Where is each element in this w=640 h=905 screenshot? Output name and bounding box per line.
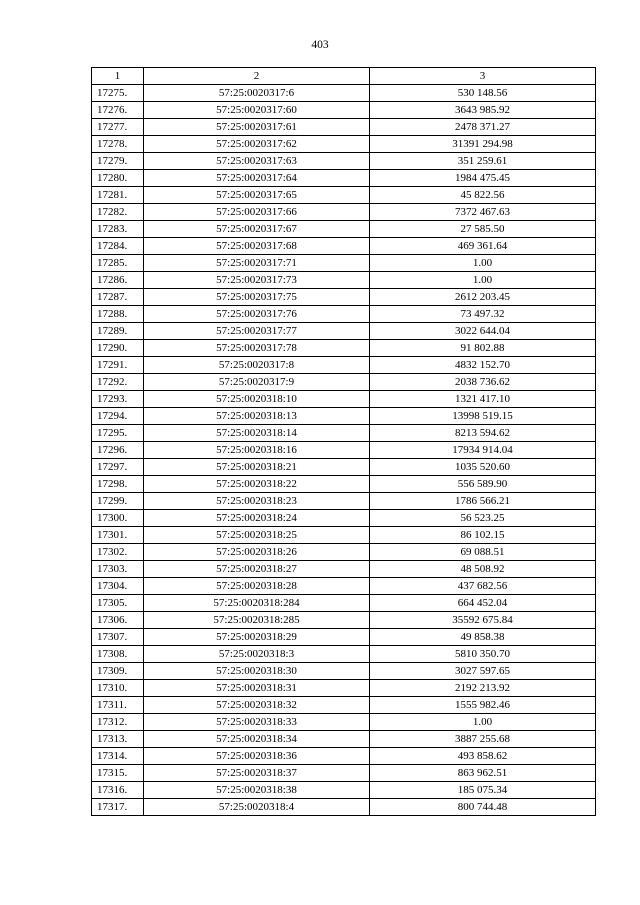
cadastral-number-cell: 57:25:0020318:16 [144, 442, 370, 459]
row-number-cell: 17288. [92, 306, 144, 323]
row-number-cell: 17285. [92, 255, 144, 272]
row-number-cell: 17311. [92, 697, 144, 714]
row-number-cell: 17312. [92, 714, 144, 731]
table-row [92, 748, 596, 765]
row-number-cell: 17314. [92, 748, 144, 765]
row-number-cell: 17301. [92, 527, 144, 544]
value-cell: 3022 644.04 [370, 323, 596, 340]
row-number-cell: 17305. [92, 595, 144, 612]
table-row [92, 697, 596, 714]
header-row [92, 68, 596, 85]
value-cell: 73 497.32 [370, 306, 596, 323]
cadastral-number-cell: 57:25:0020318:285 [144, 612, 370, 629]
table-row [92, 646, 596, 663]
cadastral-number-cell: 57:25:0020318:33 [144, 714, 370, 731]
row-number-cell: 17278. [92, 136, 144, 153]
table-row [92, 527, 596, 544]
row-number-cell: 17310. [92, 680, 144, 697]
value-cell: 5810 350.70 [370, 646, 596, 663]
cadastral-number-cell: 57:25:0020318:4 [144, 799, 370, 816]
value-cell: 530 148.56 [370, 85, 596, 102]
row-number-cell: 17286. [92, 272, 144, 289]
row-number-cell: 17283. [92, 221, 144, 238]
row-number-cell: 17289. [92, 323, 144, 340]
cadastral-number-cell: 57:25:0020317:66 [144, 204, 370, 221]
column-header-2: 2 [144, 68, 370, 85]
table-row [92, 782, 596, 799]
table-row [92, 595, 596, 612]
cadastral-number-cell: 57:25:0020318:28 [144, 578, 370, 595]
table-header [92, 68, 596, 85]
cadastral-number-cell: 57:25:0020318:21 [144, 459, 370, 476]
cadastral-number-cell: 57:25:0020317:73 [144, 272, 370, 289]
table-row [92, 663, 596, 680]
value-cell: 86 102.15 [370, 527, 596, 544]
table-row [92, 629, 596, 646]
cadastral-number-cell: 57:25:0020317:64 [144, 170, 370, 187]
cadastral-number-cell: 57:25:0020318:10 [144, 391, 370, 408]
row-number-cell: 17297. [92, 459, 144, 476]
value-cell: 800 744.48 [370, 799, 596, 816]
cadastral-number-cell: 57:25:0020318:27 [144, 561, 370, 578]
table-row [92, 204, 596, 221]
registry-table [91, 67, 596, 816]
row-number-cell: 17279. [92, 153, 144, 170]
value-cell: 69 088.51 [370, 544, 596, 561]
table-row [92, 221, 596, 238]
row-number-cell: 17276. [92, 102, 144, 119]
cadastral-number-cell: 57:25:0020317:77 [144, 323, 370, 340]
cadastral-number-cell: 57:25:0020317:76 [144, 306, 370, 323]
cadastral-number-cell: 57:25:0020317:78 [144, 340, 370, 357]
value-cell: 2038 736.62 [370, 374, 596, 391]
table-row [92, 289, 596, 306]
value-cell: 3027 597.65 [370, 663, 596, 680]
table-row [92, 306, 596, 323]
row-number-cell: 17316. [92, 782, 144, 799]
table-row [92, 374, 596, 391]
value-cell: 2612 203.45 [370, 289, 596, 306]
value-cell: 2478 371.27 [370, 119, 596, 136]
value-cell: 1786 566.21 [370, 493, 596, 510]
cadastral-number-cell: 57:25:0020318:22 [144, 476, 370, 493]
cadastral-number-cell: 57:25:0020318:37 [144, 765, 370, 782]
cadastral-number-cell: 57:25:0020318:26 [144, 544, 370, 561]
value-cell: 4832 152.70 [370, 357, 596, 374]
cadastral-number-cell: 57:25:0020318:38 [144, 782, 370, 799]
table-row [92, 612, 596, 629]
value-cell: 351 259.61 [370, 153, 596, 170]
table-row [92, 476, 596, 493]
table-row [92, 714, 596, 731]
table-row [92, 561, 596, 578]
value-cell: 91 802.88 [370, 340, 596, 357]
row-number-cell: 17298. [92, 476, 144, 493]
row-number-cell: 17302. [92, 544, 144, 561]
row-number-cell: 17303. [92, 561, 144, 578]
table-row [92, 187, 596, 204]
cadastral-number-cell: 57:25:0020318:13 [144, 408, 370, 425]
table-row [92, 544, 596, 561]
cadastral-number-cell: 57:25:0020318:30 [144, 663, 370, 680]
cadastral-number-cell: 57:25:0020317:65 [144, 187, 370, 204]
row-number-cell: 17287. [92, 289, 144, 306]
value-cell: 437 682.56 [370, 578, 596, 595]
table-row [92, 459, 596, 476]
value-cell: 35592 675.84 [370, 612, 596, 629]
row-number-cell: 17277. [92, 119, 144, 136]
table-row [92, 136, 596, 153]
row-number-cell: 17315. [92, 765, 144, 782]
cadastral-number-cell: 57:25:0020318:14 [144, 425, 370, 442]
value-cell: 27 585.50 [370, 221, 596, 238]
cadastral-number-cell: 57:25:0020318:29 [144, 629, 370, 646]
value-cell: 1555 982.46 [370, 697, 596, 714]
value-cell: 469 361.64 [370, 238, 596, 255]
cadastral-number-cell: 57:25:0020317:68 [144, 238, 370, 255]
value-cell: 13998 519.15 [370, 408, 596, 425]
row-number-cell: 17295. [92, 425, 144, 442]
value-cell: 7372 467.63 [370, 204, 596, 221]
table-row [92, 255, 596, 272]
cadastral-number-cell: 57:25:0020317:9 [144, 374, 370, 391]
cadastral-number-cell: 57:25:0020317:61 [144, 119, 370, 136]
table-row [92, 578, 596, 595]
table-row [92, 357, 596, 374]
row-number-cell: 17308. [92, 646, 144, 663]
column-header-1: 1 [92, 68, 144, 85]
column-header-3: 3 [370, 68, 596, 85]
cadastral-number-cell: 57:25:0020318:34 [144, 731, 370, 748]
table-row [92, 425, 596, 442]
row-number-cell: 17281. [92, 187, 144, 204]
page-number: 403 [311, 39, 329, 51]
row-number-cell: 17280. [92, 170, 144, 187]
value-cell: 556 589.90 [370, 476, 596, 493]
row-number-cell: 17284. [92, 238, 144, 255]
table-row [92, 442, 596, 459]
value-cell: 17934 914.04 [370, 442, 596, 459]
cadastral-number-cell: 57:25:0020318:31 [144, 680, 370, 697]
table-row [92, 153, 596, 170]
value-cell: 48 508.92 [370, 561, 596, 578]
table-row [92, 493, 596, 510]
table-body [92, 85, 596, 816]
table-row [92, 170, 596, 187]
cadastral-number-cell: 57:25:0020317:8 [144, 357, 370, 374]
table-row [92, 391, 596, 408]
row-number-cell: 17275. [92, 85, 144, 102]
value-cell: 1984 475.45 [370, 170, 596, 187]
table-row [92, 680, 596, 697]
value-cell: 3643 985.92 [370, 102, 596, 119]
value-cell: 493 858.62 [370, 748, 596, 765]
value-cell: 2192 213.92 [370, 680, 596, 697]
row-number-cell: 17282. [92, 204, 144, 221]
cadastral-number-cell: 57:25:0020317:71 [144, 255, 370, 272]
value-cell: 1.00 [370, 272, 596, 289]
table-row [92, 408, 596, 425]
row-number-cell: 17309. [92, 663, 144, 680]
table-row [92, 238, 596, 255]
table-row [92, 102, 596, 119]
table-row [92, 85, 596, 102]
value-cell: 863 962.51 [370, 765, 596, 782]
row-number-cell: 17291. [92, 357, 144, 374]
table-row [92, 272, 596, 289]
row-number-cell: 17317. [92, 799, 144, 816]
value-cell: 8213 594.62 [370, 425, 596, 442]
row-number-cell: 17313. [92, 731, 144, 748]
row-number-cell: 17296. [92, 442, 144, 459]
row-number-cell: 17293. [92, 391, 144, 408]
value-cell: 1321 417.10 [370, 391, 596, 408]
value-cell: 3887 255.68 [370, 731, 596, 748]
value-cell: 1035 520.60 [370, 459, 596, 476]
value-cell: 56 523.25 [370, 510, 596, 527]
cadastral-number-cell: 57:25:0020318:3 [144, 646, 370, 663]
cadastral-number-cell: 57:25:0020318:24 [144, 510, 370, 527]
cadastral-number-cell: 57:25:0020318:284 [144, 595, 370, 612]
cadastral-number-cell: 57:25:0020317:6 [144, 85, 370, 102]
row-number-cell: 17307. [92, 629, 144, 646]
value-cell: 45 822.56 [370, 187, 596, 204]
cadastral-number-cell: 57:25:0020317:75 [144, 289, 370, 306]
row-number-cell: 17300. [92, 510, 144, 527]
cadastral-number-cell: 57:25:0020317:62 [144, 136, 370, 153]
row-number-cell: 17294. [92, 408, 144, 425]
cadastral-number-cell: 57:25:0020318:23 [144, 493, 370, 510]
value-cell: 1.00 [370, 255, 596, 272]
value-cell: 664 452.04 [370, 595, 596, 612]
value-cell: 185 075.34 [370, 782, 596, 799]
value-cell: 1.00 [370, 714, 596, 731]
table-row [92, 340, 596, 357]
table-row [92, 119, 596, 136]
row-number-cell: 17304. [92, 578, 144, 595]
row-number-cell: 17306. [92, 612, 144, 629]
row-number-cell: 17292. [92, 374, 144, 391]
cadastral-number-cell: 57:25:0020317:63 [144, 153, 370, 170]
cadastral-number-cell: 57:25:0020317:60 [144, 102, 370, 119]
table-row [92, 765, 596, 782]
cadastral-number-cell: 57:25:0020318:32 [144, 697, 370, 714]
table-row [92, 510, 596, 527]
row-number-cell: 17299. [92, 493, 144, 510]
cadastral-number-cell: 57:25:0020317:67 [144, 221, 370, 238]
cadastral-number-cell: 57:25:0020318:25 [144, 527, 370, 544]
table-row [92, 799, 596, 816]
table-row [92, 323, 596, 340]
table-row [92, 731, 596, 748]
row-number-cell: 17290. [92, 340, 144, 357]
value-cell: 31391 294.98 [370, 136, 596, 153]
cadastral-number-cell: 57:25:0020318:36 [144, 748, 370, 765]
value-cell: 49 858.38 [370, 629, 596, 646]
